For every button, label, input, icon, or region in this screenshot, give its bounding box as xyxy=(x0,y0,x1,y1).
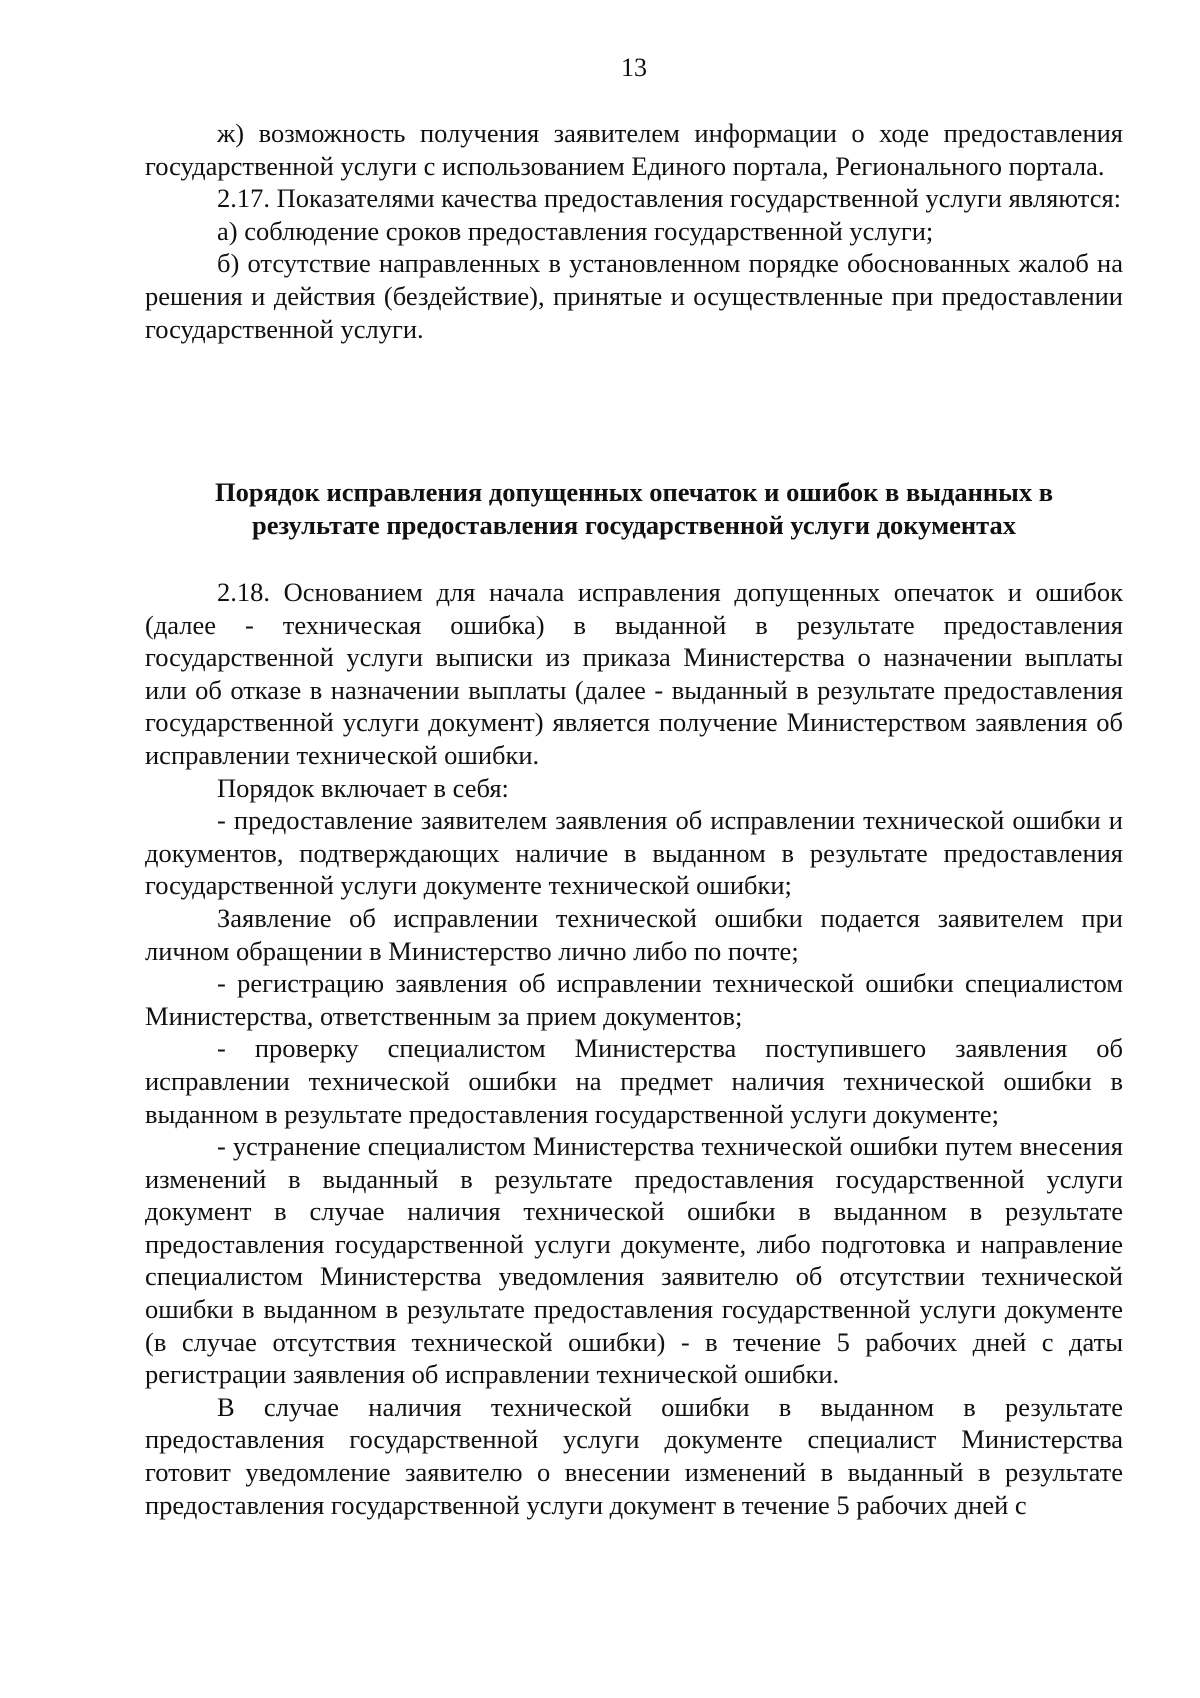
paragraph-item-b: б) отсутствие направленных в установленном порядке обоснованных жалоб на решения и действия (бездействие), принятые и осуществленные при предоставлении государственной услуги. xyxy=(145,248,1123,344)
paragraph-step-correction: - устранение специалистом Министерства технической ошибки путем внесения изменений в выданный в результате предоставления государственной услуги документ в случае наличия технической ошибки в выданном в результате предоставления государственной услуги документе, либо подготовка и направление специалистом Министерства уведомления заявителю об отсутствии технической ошибки в выданном в результате предоставления государственной услуги документе (в случае отсутствия технической ошибки) - в течение 5 рабочих дней с даты регистрации заявления об исправлении технической ошибки. xyxy=(145,1131,1123,1390)
paragraph-step-submission: - предоставление заявителем заявления об исправлении технической ошибки и документов, подтверждающих наличие в выданном в результате предоставления государственной услуги документе технической ошибки; xyxy=(145,805,1123,901)
text-block-top xyxy=(145,117,1123,345)
paragraph-2-17: 2.17. Показателями качества предоставления государственной услуги являются: xyxy=(217,183,1122,214)
paragraph-item-zh: ж) возможность получения заявителем информации о ходе предоставления государственной услуги с использованием Единого портала, Регионального портала. xyxy=(145,118,1123,181)
paragraph-item-a: а) соблюдение сроков предоставления государственной услуги; xyxy=(217,215,934,246)
section-heading xyxy=(145,476,1123,541)
paragraph-notification: В случае наличия технической ошибки в выданном в результате предоставления государственной услуги документе специалист Министерства готовит уведомление заявителю о внесении изменений в выданный в результате предоставления государственной услуги документ в течение 5 рабочих дней с xyxy=(145,1391,1123,1520)
paragraph-application-submission: Заявление об исправлении технической ошибки подается заявителем при личном обращении в Министерство лично либо по почте; xyxy=(145,902,1123,966)
paragraph-step-registration: - регистрацию заявления об исправлении технической ошибки специалистом Министерства, ответственным за прием документов; xyxy=(145,968,1123,1031)
page-number: 13 xyxy=(621,53,647,82)
paragraph-procedure-intro: Порядок включает в себя: xyxy=(217,772,509,803)
section-heading-line-2: результате предоставления государственной услуги документах xyxy=(251,509,1017,540)
section-heading-line-1: Порядок исправления допущенных опечаток и ошибок в выданных в xyxy=(214,477,1054,507)
paragraph-step-check: - проверку специалистом Министерства поступившего заявления об исправлении технической ошибки на предмет наличия технической ошибки в выданном в результате предоставления государственной услуги документе; xyxy=(145,1033,1123,1129)
text-block-bottom xyxy=(145,576,1123,1521)
paragraph-2-18: 2.18. Основанием для начала исправления допущенных опечаток и ошибок (далее - техническая ошибка) в выданной в результате предоставления государственной услуги выписки из приказа Министерства о назначении выплаты или об отказе в назначении выплаты (далее - выданный в результате предоставления государственной услуги документ) является получение Министерством заявления об исправлении технической ошибки. xyxy=(145,577,1123,770)
